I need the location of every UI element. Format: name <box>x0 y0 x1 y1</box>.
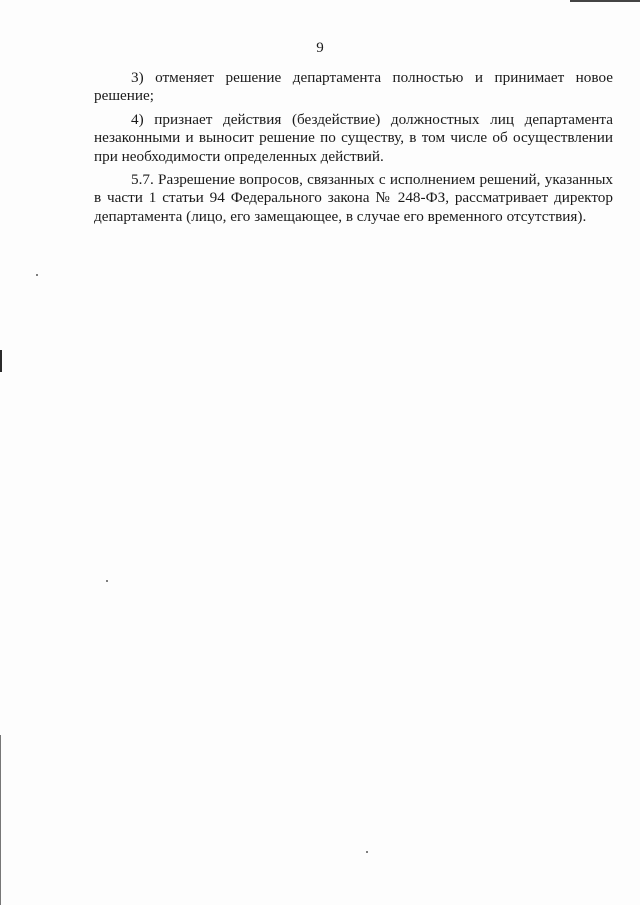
scan-artifact-top-line <box>570 0 640 2</box>
body-text <box>94 69 613 231</box>
scan-artifact-dot <box>366 851 368 853</box>
paragraph-item-3: 3) отменяет решение департамента полностью и принимает новое решение; <box>94 69 613 105</box>
scan-artifact-left-edge <box>0 350 2 372</box>
scan-artifact-dot <box>36 274 38 276</box>
paragraph-5-7: 5.7. Разрешение вопросов, связанных с исполнением решений, указанных в части 1 статьи 94 Федерального закона № 248-ФЗ, рассматривает директор департамента (лицо, его замещающее, в случае его временного отсутствия). <box>94 171 613 225</box>
paragraph-item-4: 4) признает действия (бездействие) должностных лиц департамента незаконными и выносит решение по существу, в том числе об осуществлении при необходимости определенных действий. <box>94 110 613 165</box>
scan-artifact-left-edge <box>0 735 1 905</box>
scan-artifact-dot <box>106 580 108 582</box>
page-number: 9 <box>316 40 324 56</box>
